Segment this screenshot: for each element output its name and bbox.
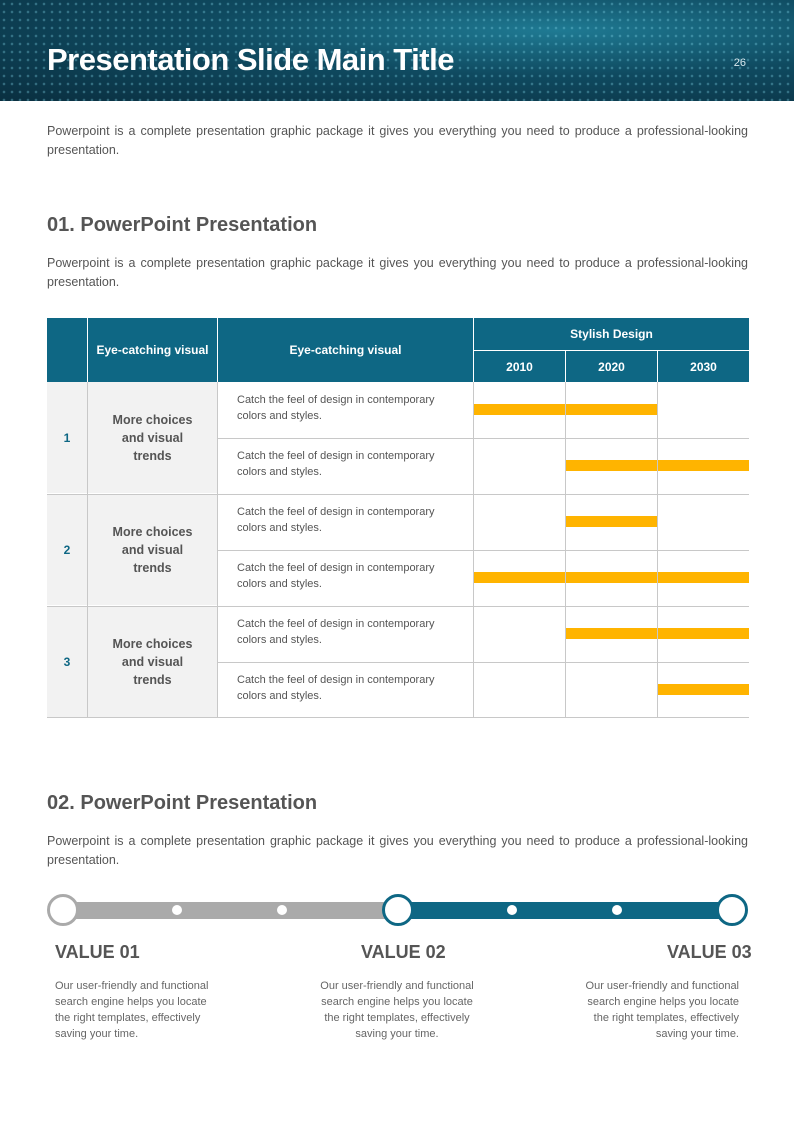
header-divider [474, 350, 749, 351]
group-number: 3 [47, 606, 87, 717]
timeline-dot [507, 905, 517, 915]
row-description: Catch the feel of design in contemporary colors and styles. [237, 450, 435, 478]
header-banner [0, 0, 794, 101]
group-number: 1 [47, 382, 87, 493]
header-group: Stylish Design [570, 327, 653, 341]
timeline-dot [172, 905, 182, 915]
group-label: More choices and visual trends [88, 382, 217, 493]
value-title: VALUE 01 [55, 942, 140, 962]
header-year: 2030 [690, 359, 717, 374]
header-col1: Eye-catching visual [96, 343, 209, 357]
row-description: Catch the feel of design in contemporary colors and styles. [237, 674, 435, 702]
section2-title: 02. PowerPoint Presentation [47, 792, 318, 814]
grid-line [47, 494, 749, 495]
group-label: More choices and visual trends [88, 494, 217, 605]
group-number: 2 [47, 494, 87, 605]
timeline-segment-teal [398, 902, 732, 919]
gantt-bar [658, 684, 749, 695]
value-title: VALUE 02 [361, 942, 446, 962]
section1-paragraph: Powerpoint is a complete presentation graphic package it gives you everything you need to produce a professional-looking presentation. [47, 256, 748, 289]
row-description: Catch the feel of design in contemporary colors and styles. [237, 506, 435, 534]
header-col2: Eye-catching visual [289, 343, 402, 357]
grid-line [217, 662, 749, 663]
header-year: 2020 [598, 359, 625, 374]
table-header [47, 318, 749, 382]
value-description: Our user-friendly and functional search engine helps you locate the right templates, effectively saving your time. [585, 980, 739, 1040]
gantt-bar [566, 516, 658, 527]
header-year: 2010 [506, 359, 533, 374]
header-divider [657, 351, 658, 382]
timeline-node [382, 894, 414, 926]
section2-paragraph: Powerpoint is a complete presentation graphic package it gives you everything you need to produce a professional-looking presentation. [47, 834, 748, 867]
section1-title: 01. PowerPoint Presentation [47, 214, 318, 236]
gantt-bar [474, 572, 749, 583]
row-description: Catch the feel of design in contemporary colors and styles. [237, 394, 435, 422]
page-number: 26 [733, 57, 746, 69]
value-title: VALUE 03 [667, 942, 752, 962]
group-label: More choices and visual trends [88, 606, 217, 717]
header-divider [217, 318, 218, 382]
header-divider [565, 351, 566, 382]
value-description: Our user-friendly and functional search engine helps you locate the right templates, effectively saving your time. [55, 980, 209, 1040]
intro-paragraph: Powerpoint is a complete presentation graphic package it gives you everything you need to produce a professional-looking presentation. [47, 124, 748, 157]
row-description: Catch the feel of design in contemporary colors and styles. [237, 562, 435, 590]
grid-line [217, 438, 749, 439]
timeline-node [716, 894, 748, 926]
timeline-dot [612, 905, 622, 915]
timeline-segment-grey [62, 902, 398, 919]
grid-line [47, 606, 749, 607]
timeline-node [47, 894, 79, 926]
header-divider [87, 318, 88, 382]
timeline-dot [277, 905, 287, 915]
grid-line [217, 550, 749, 551]
gantt-bar [474, 404, 658, 415]
grid-line [47, 717, 749, 718]
row-description: Catch the feel of design in contemporary colors and styles. [237, 618, 435, 646]
page-title: Presentation Slide Main Title [47, 42, 454, 77]
grid-line [87, 382, 88, 718]
value-description: Our user-friendly and functional search engine helps you locate the right templates, effectively saving your time. [320, 980, 474, 1040]
